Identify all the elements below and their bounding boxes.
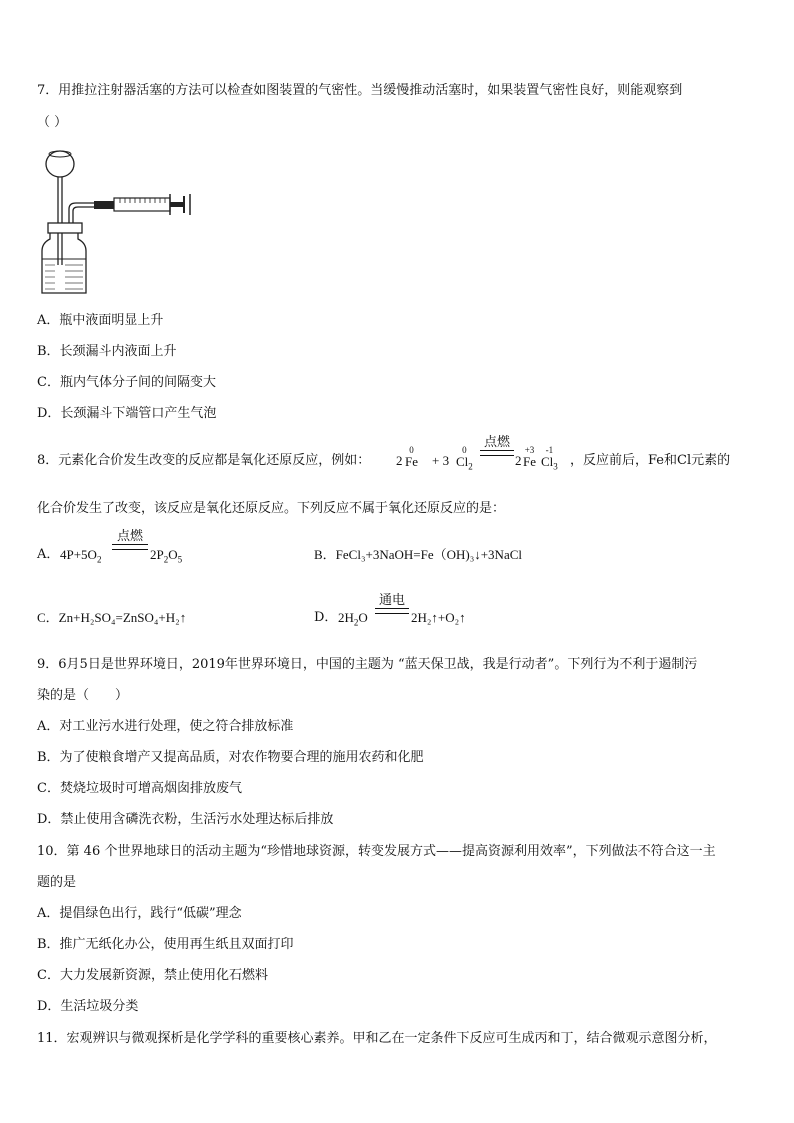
electrolysis-condition: 通电	[375, 594, 409, 614]
q9-stem-line1: 9．6月5日是世界环境日，2019年世界环境日，中国的主题为 “蓝天保卫战，我是行动者”。下列行为不利于遏制污	[37, 657, 698, 672]
q10-stem-line2: 题的是	[37, 875, 77, 890]
fe-with-valence: 0 Fe	[405, 445, 418, 469]
q9-option-d: D．禁止使用含磷洗衣粉，生活污水处理达标后排放	[37, 812, 334, 827]
bottle-stopper	[48, 223, 82, 233]
q10-option-a: A．提倡绿色出行，践行“低碳”理念	[37, 906, 242, 921]
q10-option-d: D．生活垃圾分类	[37, 999, 139, 1014]
q11-stem-line1: 11．宏观辨识与微观探析是化学学科的重要核心素养。甲和乙在一定条件下反应可生成丙和丁，结合微观示意图分析，	[37, 1031, 717, 1046]
q8-option-b: B．FeCl₃+3NaOH=Fe（OH)₃↓+3NaCl	[314, 547, 522, 562]
q8-stem-line2: 化合价发生了改变，该反应是氧化还原反应。下列反应不属于氧化还原反应的是：	[37, 501, 506, 516]
q10-option-c: C．大力发展新资源，禁止使用化石燃料	[37, 968, 268, 983]
q7-option-c: C．瓶内气体分子间的间隔变大	[37, 375, 216, 390]
q7-stem: 7．用推拉注射器活塞的方法可以检查如图装置的气密性。当缓慢推动活塞时，如果装置气密性良好，则能观察到	[37, 83, 683, 98]
rubber-connector	[94, 201, 114, 209]
ignite-condition: 点燃	[480, 436, 514, 456]
q10-option-b: B．推广无纸化办公，使用再生纸且双面打印	[37, 937, 294, 952]
apparatus-diagram	[38, 147, 198, 295]
q9-stem-line2: 染的是（ ）	[37, 688, 129, 703]
q7-option-b: B．长颈漏斗内液面上升	[37, 344, 177, 359]
q7-option-a: A．瓶中液面明显上升	[37, 313, 164, 328]
bottle	[42, 233, 86, 293]
ignite-condition: 点燃	[112, 530, 148, 550]
fe3-with-valence: +3 Fe	[523, 445, 536, 469]
q7-option-d: D．长颈漏斗下端管口产生气泡	[37, 406, 217, 421]
q9-option-a: A．对工业污水进行处理，使之符合排放标准	[37, 719, 294, 734]
q8-stem-suffix: ，反应前后，Fe和Cl元素的	[570, 453, 731, 468]
q9-option-b: B．为了使粮食增产又提高品质，对农作物要合理的施用农药和化肥	[37, 750, 424, 765]
q10-stem-line1: 10．第 46 个世界地球日的活动主题为“珍惜地球资源，转变发展方式——提高资源利用效率”，下列做法不符合这一主	[37, 844, 716, 859]
q7-answer-paren: （ ）	[37, 115, 68, 130]
cl2-with-valence: 0 $Cl_2$	[456, 445, 473, 472]
syringe-plunger	[170, 202, 184, 207]
q9-option-c: C．焚烧垃圾时可增高烟囱排放废气	[37, 781, 242, 796]
cl3-with-valence: -1 $Cl_3$	[541, 445, 558, 472]
q8-option-c: C．Zn+H₂SO₄=ZnSO₄+H₂↑	[37, 610, 187, 625]
q8-stem-prefix: 8．元素化合价发生改变的反应都是氧化还原反应，例如：	[37, 453, 371, 468]
syringe-barrel	[114, 198, 170, 211]
